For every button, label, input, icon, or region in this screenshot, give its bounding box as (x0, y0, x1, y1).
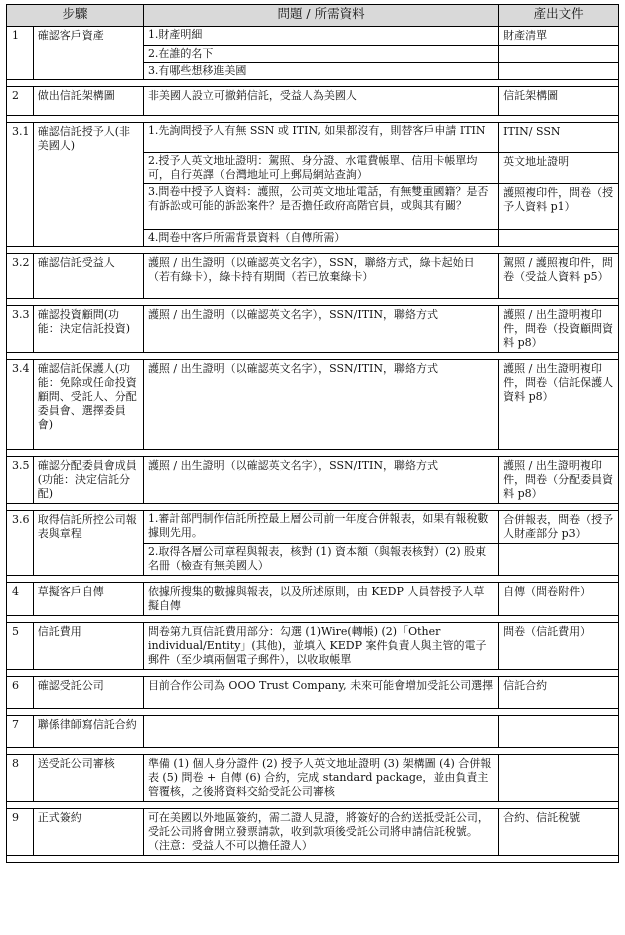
step-row (7, 457, 619, 504)
separator-cell (7, 116, 619, 123)
separator-cell (7, 353, 619, 360)
step-output: ITIN/ SSN (499, 123, 619, 153)
step-title: 聯係律師寫信託合約 (33, 716, 143, 748)
section-separator (7, 247, 619, 254)
separator-cell (7, 802, 619, 809)
step-detail: 護照 / 出生證明（以確認英文名字），SSN/ITIN，聯絡方式 (143, 306, 498, 353)
step-output (499, 46, 619, 63)
step-detail: 1.先詢問授予人有無 SSN 或 ITIN, 如果都沒有，則替客戶申請 ITIN (143, 123, 498, 153)
section-separator (7, 616, 619, 623)
step-number: 1 (7, 27, 34, 80)
header-row (7, 5, 619, 27)
step-row (7, 809, 619, 856)
separator-cell (7, 299, 619, 306)
step-output: 財產清單 (499, 27, 619, 46)
step-detail: 非美國人設立可撤銷信託，受益人為美國人 (143, 87, 498, 116)
step-row (7, 623, 619, 670)
separator-cell (7, 709, 619, 716)
separator-cell (7, 748, 619, 755)
step-number: 3.1 (7, 123, 34, 247)
separator-cell (7, 247, 619, 254)
separator-cell (7, 450, 619, 457)
step-row (7, 677, 619, 709)
step-output: 英文地址證明 (499, 153, 619, 184)
step-title: 草擬客戶自傳 (33, 583, 143, 616)
step-output (499, 755, 619, 802)
separator-cell (7, 504, 619, 511)
step-row (7, 716, 619, 748)
step-detail: 問卷第九頁信託費用部分：勾選 (1)Wire(轉帳) (2)「Other individual/Entity」(其他)，並填入 KEDP 案件負責人與主管的電子郵件（至少填兩個電子郵件），以收取帳單 (143, 623, 498, 670)
step-row (7, 123, 619, 153)
step-number: 3.6 (7, 511, 34, 576)
step-number: 7 (7, 716, 34, 748)
section-separator (7, 802, 619, 809)
step-detail: 可在美國以外地區簽約，需二證人見證，將簽好的合約送抵受託公司，受託公司將會開立發票請款，收到款項後受託公司將申請信託稅號。（注意：受益人不可以擔任證人） (143, 809, 498, 856)
section-separator (7, 576, 619, 583)
step-output: 自傳（問卷附件） (499, 583, 619, 616)
step-number: 3.2 (7, 254, 34, 299)
step-title: 正式簽約 (33, 809, 143, 856)
step-title: 確認信託授予人(非美國人) (33, 123, 143, 247)
section-separator (7, 504, 619, 511)
step-output: 合約、信託稅號 (499, 809, 619, 856)
procedure-table (6, 4, 619, 863)
header-detail: 問題 / 所需資料 (143, 5, 498, 27)
step-output: 護照 / 出生證明複印件，問卷（投資顧問資料 p8） (499, 306, 619, 353)
separator-cell (7, 856, 619, 863)
section-separator (7, 748, 619, 755)
step-number: 2 (7, 87, 34, 116)
step-row (7, 306, 619, 353)
step-detail: 準備 (1) 個人身分證件 (2) 授予人英文地址證明 (3) 架構圖 (4) 合併報表 (5) 問卷 + 自傳 (6) 合約，完成 standard package，並由負責主管覆核，之後將資料交給受託公司審核 (143, 755, 498, 802)
step-detail: 4.問卷中客戶所需背景資料（自傳所需） (143, 230, 498, 247)
step-output: 問卷（信託費用） (499, 623, 619, 670)
section-separator (7, 856, 619, 863)
step-number: 4 (7, 583, 34, 616)
section-separator (7, 80, 619, 87)
step-detail: 護照 / 出生證明（以確認英文名字），SSN/ITIN，聯絡方式 (143, 457, 498, 504)
step-output (499, 63, 619, 80)
step-title: 信託費用 (33, 623, 143, 670)
step-detail: 目前合作公司為 OOO Trust Company, 未來可能會增加受託公司選擇 (143, 677, 498, 709)
step-detail: 護照 / 出生證明（以確認英文名字），SSN，聯絡方式，綠卡起始日（若有綠卡），綠卡持有期間（若已放棄綠卡） (143, 254, 498, 299)
step-detail: 1.財產明細 (143, 27, 498, 46)
step-title: 取得信託所控公司報表與章程 (33, 511, 143, 576)
step-title: 確認信託保護人(功能：免除或任命投資顧問、受託人、分配委員會、選擇委員會) (33, 360, 143, 450)
step-detail: 3.有哪些想移進美國 (143, 63, 498, 80)
section-separator (7, 450, 619, 457)
step-detail: 護照 / 出生證明（以確認英文名字），SSN/ITIN，聯絡方式 (143, 360, 498, 450)
separator-cell (7, 670, 619, 677)
step-detail: 2.取得各層公司章程與報表，核對 (1) 資本額（與報表核對）(2) 股東名冊（檢查有無美國人） (143, 544, 498, 576)
step-row (7, 583, 619, 616)
step-output (499, 230, 619, 247)
step-number: 9 (7, 809, 34, 856)
step-number: 3.3 (7, 306, 34, 353)
section-separator (7, 670, 619, 677)
step-output: 信託架構圖 (499, 87, 619, 116)
separator-cell (7, 576, 619, 583)
step-number: 3.4 (7, 360, 34, 450)
step-row (7, 254, 619, 299)
step-detail: 2.在誰的名下 (143, 46, 498, 63)
section-separator (7, 116, 619, 123)
step-detail (143, 716, 498, 748)
step-row (7, 27, 619, 46)
step-number: 8 (7, 755, 34, 802)
step-detail: 1.審計部門制作信託所控最上層公司前一年度合併報表，如果有報稅數據則先用。 (143, 511, 498, 544)
step-detail: 2.授予人英文地址證明：駕照、身分證、水電費帳單、信用卡帳單均可，自行英譯（台灣地址可上郵局網站查詢） (143, 153, 498, 184)
step-output: 信託合約 (499, 677, 619, 709)
step-title: 確認受託公司 (33, 677, 143, 709)
step-number: 6 (7, 677, 34, 709)
step-title: 確認信託受益人 (33, 254, 143, 299)
header-output: 產出文件 (499, 5, 619, 27)
procedure-table-sheet (6, 4, 619, 863)
step-detail: 3.問卷中授予人資料：護照，公司英文地址電話，有無雙重國籍？是否有訴訟或可能的訴訟案件？是否擔任政府高階官員，或與其有關？ (143, 184, 498, 230)
step-title: 確認投資顧問(功能：決定信託投資) (33, 306, 143, 353)
step-row (7, 360, 619, 450)
procedure-body (7, 27, 619, 863)
step-detail: 依據所搜集的數據與報表，以及所述原則，由 KEDP 人員替授予人草擬自傳 (143, 583, 498, 616)
step-title: 確認分配委員會成員(功能：決定信託分配) (33, 457, 143, 504)
step-output (499, 544, 619, 576)
step-output: 駕照 / 護照複印件，問卷（受益人資料 p5） (499, 254, 619, 299)
step-output: 護照複印件，問卷（授予人資料 p1） (499, 184, 619, 230)
step-title: 送受託公司審核 (33, 755, 143, 802)
step-title: 做出信託架構圖 (33, 87, 143, 116)
step-number: 5 (7, 623, 34, 670)
step-output: 護照 / 出生證明複印件，問卷（分配委員資料 p8） (499, 457, 619, 504)
step-output: 護照 / 出生證明複印件，問卷（信託保護人資料 p8） (499, 360, 619, 450)
separator-cell (7, 616, 619, 623)
step-title: 確認客戶資產 (33, 27, 143, 80)
header-step: 步驟 (7, 5, 144, 27)
separator-cell (7, 80, 619, 87)
step-output: 合併報表，問卷（授予人財產部分 p3） (499, 511, 619, 544)
step-output (499, 716, 619, 748)
step-row (7, 755, 619, 802)
section-separator (7, 353, 619, 360)
section-separator (7, 299, 619, 306)
step-number: 3.5 (7, 457, 34, 504)
step-row (7, 511, 619, 544)
step-row (7, 87, 619, 116)
section-separator (7, 709, 619, 716)
